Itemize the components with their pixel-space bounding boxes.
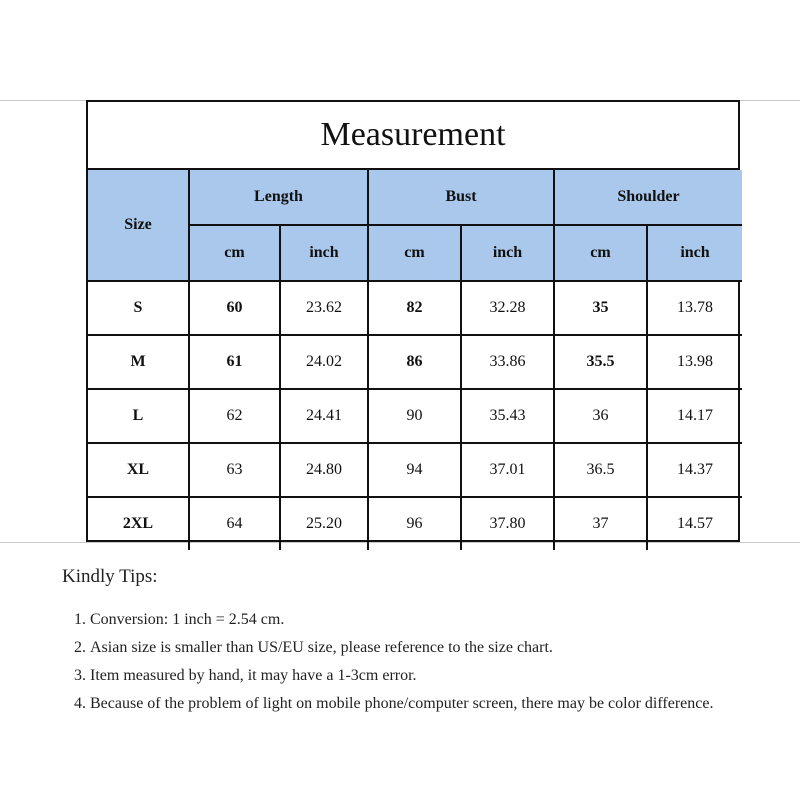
shoulder-inch-cell: 14.57 bbox=[647, 497, 742, 550]
table-row bbox=[88, 443, 742, 497]
size-label: M bbox=[88, 335, 189, 389]
bust-inch-cell: 37.80 bbox=[461, 497, 554, 550]
bust-group-header: Bust bbox=[368, 170, 554, 225]
bust-cm-cell: 90 bbox=[368, 389, 461, 443]
shoulder-group-header: Shoulder bbox=[554, 170, 742, 225]
bust-cm-cell: 96 bbox=[368, 497, 461, 550]
length-cm-cell: 64 bbox=[189, 497, 280, 550]
length-inch-header: inch bbox=[280, 225, 368, 281]
bust-inch-cell: 37.01 bbox=[461, 443, 554, 497]
bust-cm-cell: 86 bbox=[368, 335, 461, 389]
shoulder-cm-cell: 35.5 bbox=[554, 335, 647, 389]
list-item: 3. Item measured by hand, it may have a 1-3cm error. bbox=[90, 662, 762, 690]
kindly-tips bbox=[62, 566, 762, 718]
length-cm-cell: 62 bbox=[189, 389, 280, 443]
list-item: 1. Conversion: 1 inch = 2.54 cm. bbox=[90, 606, 762, 634]
bust-inch-cell: 32.28 bbox=[461, 281, 554, 335]
bust-cm-cell: 94 bbox=[368, 443, 461, 497]
bust-inch-cell: 35.43 bbox=[461, 389, 554, 443]
shoulder-cm-cell: 36.5 bbox=[554, 443, 647, 497]
length-cm-header: cm bbox=[189, 225, 280, 281]
shoulder-inch-cell: 13.78 bbox=[647, 281, 742, 335]
size-label: XL bbox=[88, 443, 189, 497]
length-inch-cell: 24.41 bbox=[280, 389, 368, 443]
length-group-header: Length bbox=[189, 170, 368, 225]
table-row bbox=[88, 281, 742, 335]
size-label: 2XL bbox=[88, 497, 189, 550]
length-inch-cell: 24.02 bbox=[280, 335, 368, 389]
tips-list bbox=[62, 606, 762, 718]
length-cm-cell: 63 bbox=[189, 443, 280, 497]
shoulder-cm-cell: 37 bbox=[554, 497, 647, 550]
bust-inch-header: inch bbox=[461, 225, 554, 281]
table-row bbox=[88, 335, 742, 389]
bust-cm-header: cm bbox=[368, 225, 461, 281]
shoulder-inch-header: inch bbox=[647, 225, 742, 281]
table-row bbox=[88, 389, 742, 443]
shoulder-inch-cell: 13.98 bbox=[647, 335, 742, 389]
shoulder-cm-header: cm bbox=[554, 225, 647, 281]
list-item: 2. Asian size is smaller than US/EU size, please reference to the size chart. bbox=[90, 634, 762, 662]
length-cm-cell: 61 bbox=[189, 335, 280, 389]
shoulder-cm-cell: 36 bbox=[554, 389, 647, 443]
length-inch-cell: 25.20 bbox=[280, 497, 368, 550]
list-item: 4. Because of the problem of light on mobile phone/computer screen, there may be color difference. bbox=[90, 690, 762, 718]
tips-title: Kindly Tips: bbox=[62, 566, 158, 587]
chart-title: Measurement bbox=[88, 102, 738, 170]
header-row-groups bbox=[88, 170, 742, 225]
shoulder-inch-cell: 14.37 bbox=[647, 443, 742, 497]
size-column-header: Size bbox=[88, 170, 189, 281]
length-inch-cell: 23.62 bbox=[280, 281, 368, 335]
shoulder-inch-cell: 14.17 bbox=[647, 389, 742, 443]
size-label: S bbox=[88, 281, 189, 335]
size-table bbox=[88, 170, 742, 550]
shoulder-cm-cell: 35 bbox=[554, 281, 647, 335]
bust-cm-cell: 82 bbox=[368, 281, 461, 335]
length-cm-cell: 60 bbox=[189, 281, 280, 335]
bust-inch-cell: 33.86 bbox=[461, 335, 554, 389]
measurement-chart bbox=[86, 100, 740, 542]
table-row bbox=[88, 497, 742, 550]
length-inch-cell: 24.80 bbox=[280, 443, 368, 497]
size-label: L bbox=[88, 389, 189, 443]
